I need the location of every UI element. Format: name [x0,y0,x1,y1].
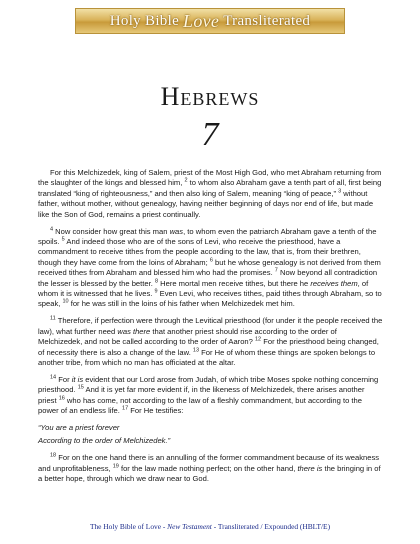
chapter-text [38,168,383,491]
verse-number: 12 [254,336,262,343]
banner-title-part1: Holy Bible [109,12,180,29]
quote-line-2: According to the order of Melchizedek.” [38,436,171,446]
footer-part1: The Holy Bible of Love - [89,522,168,531]
italic-text: was there [117,326,151,336]
verse-number: 11 [50,315,56,322]
paragraph-2: $^4$ Now consider how great this man was, to whom even the patriarch Abraham gave a tenth of the spoils. $^5$ And indeed those who are of the sons of Levi, who receive the priesthood, have a commandment to receive tithes from the people according to the law, that is, from their brethren, though they have come from the loins of Abraham; $^6$ but he whose genealogy is not derived from them received tithes from Abraham and blessed him who had the promises. $^7$ Now beyond all contradiction the lesser is blessed by the better. $^8$ Here mortal men receive tithes, but there he receives them, of whom it is witnessed that he lives. $^9$ Even Levi, who receives tithes, paid tithes through Abraham, so to speak, $^{10}$ for he was still in the loins of his father when Melchizedek met him. [38,226,382,309]
verse-number: 10 [62,298,69,305]
italic-text: there is [297,463,323,473]
paragraph-5: $^{18}$ For on the one hand there is an annulling of the former commandment because of its weakness and unprofitableness, $^{19}$ for the law made nothing perfect; on the other hand, there is the bringing in of a better hope, through which we draw near to God. [38,452,381,484]
verse-number: 18 [50,452,57,459]
verse-number: 4 [50,226,54,232]
footer-part3: - Transliterated / Expounded (HBLT/E) [211,522,331,531]
italic-text: it is [71,374,84,384]
header-banner [75,8,345,34]
verse-number: 13 [192,346,200,353]
verse-number: 9 [154,288,158,295]
paragraph-1: For this Melchizedek, king of Salem, priest of the Most High God, who met Abraham returning from the slaughter of the kings and blessed him, $^2$ to whom also Abraham gave a tenth part of all, first being translated “king of righteousness,” and then also king of Salem, meaning “king of peace,” $^3$ without father, without mother, without genealogy, having neither beginning of days nor end of life, but made like the Son of God, remains a priest continually. [38,168,382,219]
page-footer [0,522,420,531]
verse-number: 3 [338,188,342,195]
banner-title-part2: Transliterated [223,12,311,29]
verse-number: 6 [209,257,213,264]
verse-number: 2 [184,177,188,184]
footer-testament: New Testament [167,522,212,531]
book-title: Hebrews [160,82,260,111]
verse-number: 16 [58,395,65,402]
verse-number: 14 [50,374,57,381]
paragraph-4: $^{14}$ For it is evident that our Lord arose from Judah, of which tribe Moses spoke nothing concerning priesthood. $^{15}$ And it is yet far more evident if, in the likeness of Melchizedek, there arises another priest $^{16}$ who has come, not according to the law of a fleshly commandment, but according to the power of an endless life. $^{17}$ For He testifies: [38,374,379,416]
quote-line-1: “You are a priest forever [38,422,120,432]
verse-number: 15 [77,384,84,391]
verse-number: 19 [112,463,119,470]
verse-number: 17 [122,405,129,412]
banner-title-love: Love [183,10,220,31]
italic-text: was [169,226,184,236]
verse-number: 8 [154,278,158,285]
paragraph-3: $^{11}$ Therefore, if perfection were through the Levitical priesthood (for under it the people received the law), what further need was there that another priest should rise according to the order of Melchizedek, and not be called according to the order of Aaron? $^{12}$ For the priesthood being changed, of necessity there is also a change of the law. $^{13}$ For He of whom these things are spoken belongs to another tribe, from which no man has officiated at the altar. [38,315,383,367]
italic-text: receives them [310,278,358,288]
verse-number: 7 [274,267,278,274]
verse-number: 5 [61,236,65,243]
chapter-number: 7 [201,116,219,153]
